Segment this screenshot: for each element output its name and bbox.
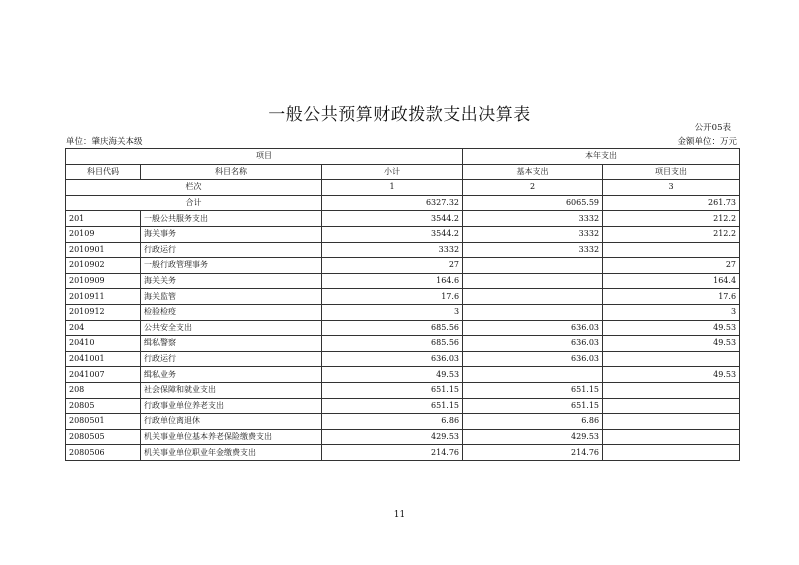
budget-table [65, 148, 740, 461]
row-name: 社会保障和就业支出 [141, 382, 322, 398]
row-project: 49.53 [603, 336, 740, 352]
row-project: 164.4 [603, 273, 740, 289]
row-code: 204 [66, 320, 141, 336]
table-row [66, 351, 740, 367]
table-row [66, 242, 740, 258]
row-basic: 651.15 [463, 398, 603, 414]
row-project [603, 382, 740, 398]
row-basic: 636.03 [463, 351, 603, 367]
row-project [603, 351, 740, 367]
row-basic: 3332 [463, 242, 603, 258]
row-basic: 3332 [463, 226, 603, 242]
total-project: 261.73 [603, 195, 740, 211]
header-basic: 基本支出 [463, 164, 603, 180]
row-subtotal: 429.53 [322, 429, 463, 445]
row-project [603, 242, 740, 258]
header-code: 科目代码 [66, 164, 141, 180]
table-row [66, 429, 740, 445]
row-subtotal: 17.6 [322, 289, 463, 305]
row-code: 2010911 [66, 289, 141, 305]
table-row [66, 211, 740, 227]
row-code: 2010912 [66, 304, 141, 320]
table-row [66, 226, 740, 242]
table-row [66, 320, 740, 336]
page-title: 一般公共预算财政拨款支出决算表 [268, 105, 531, 125]
row-project [603, 414, 740, 430]
column-number-1: 1 [322, 180, 463, 196]
row-subtotal: 27 [322, 258, 463, 274]
row-code: 2041001 [66, 351, 141, 367]
row-basic [463, 289, 603, 305]
row-project: 49.53 [603, 367, 740, 383]
row-project: 49.53 [603, 320, 740, 336]
row-code: 2010909 [66, 273, 141, 289]
row-project [603, 398, 740, 414]
table-row [66, 289, 740, 305]
row-name: 机关事业单位职业年金缴费支出 [141, 445, 322, 461]
row-name: 机关事业单位基本养老保险缴费支出 [141, 429, 322, 445]
row-name: 海关监管 [141, 289, 322, 305]
form-code: 公开05表 [694, 123, 731, 133]
row-code: 20109 [66, 226, 141, 242]
row-subtotal: 3 [322, 304, 463, 320]
row-code: 2080501 [66, 414, 141, 430]
header-row-1 [66, 149, 740, 165]
row-name: 行政运行 [141, 242, 322, 258]
row-basic [463, 304, 603, 320]
table-row [66, 304, 740, 320]
row-name: 检验检疫 [141, 304, 322, 320]
row-project: 212.2 [603, 226, 740, 242]
unit-label: 单位：肇庆海关本级 [66, 137, 143, 147]
row-project: 17.6 [603, 289, 740, 305]
row-name: 海关关务 [141, 273, 322, 289]
table-row [66, 258, 740, 274]
row-project: 3 [603, 304, 740, 320]
row-code: 208 [66, 382, 141, 398]
row-basic: 636.03 [463, 320, 603, 336]
header-project: 项目 [66, 149, 463, 165]
row-subtotal: 49.53 [322, 367, 463, 383]
row-project: 212.2 [603, 211, 740, 227]
total-basic: 6065.59 [463, 195, 603, 211]
table-row [66, 382, 740, 398]
table-row [66, 414, 740, 430]
row-code: 2080505 [66, 429, 141, 445]
row-basic: 6.86 [463, 414, 603, 430]
row-code: 2010901 [66, 242, 141, 258]
column-number-2: 2 [463, 180, 603, 196]
header-project-expense: 项目支出 [603, 164, 740, 180]
total-row [66, 195, 740, 211]
row-code: 2010902 [66, 258, 141, 274]
row-basic: 636.03 [463, 336, 603, 352]
row-code: 20410 [66, 336, 141, 352]
row-name: 缉私业务 [141, 367, 322, 383]
row-subtotal: 636.03 [322, 351, 463, 367]
table-row [66, 367, 740, 383]
row-project [603, 445, 740, 461]
header-current-year: 本年支出 [463, 149, 740, 165]
row-basic: 3332 [463, 211, 603, 227]
row-subtotal: 3544.2 [322, 226, 463, 242]
amount-unit-label: 金额单位：万元 [677, 137, 737, 147]
row-subtotal: 214.76 [322, 445, 463, 461]
row-project: 27 [603, 258, 740, 274]
row-subtotal: 3544.2 [322, 211, 463, 227]
total-subtotal: 6327.32 [322, 195, 463, 211]
row-name: 缉私警察 [141, 336, 322, 352]
column-number-3: 3 [603, 180, 740, 196]
page-number: 11 [393, 510, 406, 520]
row-code: 20805 [66, 398, 141, 414]
row-name: 一般行政管理事务 [141, 258, 322, 274]
table-row [66, 398, 740, 414]
header-row-3 [66, 180, 740, 196]
row-name: 公共安全支出 [141, 320, 322, 336]
row-subtotal: 6.86 [322, 414, 463, 430]
header-subtotal: 小计 [322, 164, 463, 180]
row-basic [463, 273, 603, 289]
row-name: 行政运行 [141, 351, 322, 367]
table-row [66, 273, 740, 289]
row-basic: 214.76 [463, 445, 603, 461]
row-subtotal: 685.56 [322, 320, 463, 336]
row-basic [463, 258, 603, 274]
header-row-2 [66, 164, 740, 180]
total-label: 合计 [66, 195, 322, 211]
row-code: 201 [66, 211, 141, 227]
row-basic [463, 367, 603, 383]
row-code: 2041007 [66, 367, 141, 383]
row-name: 行政事业单位养老支出 [141, 398, 322, 414]
row-subtotal: 685.56 [322, 336, 463, 352]
table-row [66, 336, 740, 352]
row-project [603, 429, 740, 445]
column-order-label: 栏次 [66, 180, 322, 196]
row-subtotal: 651.15 [322, 398, 463, 414]
row-name: 行政单位离退休 [141, 414, 322, 430]
row-subtotal: 651.15 [322, 382, 463, 398]
row-subtotal: 164.6 [322, 273, 463, 289]
header-name: 科目名称 [141, 164, 322, 180]
row-name: 海关事务 [141, 226, 322, 242]
row-basic: 429.53 [463, 429, 603, 445]
row-name: 一般公共服务支出 [141, 211, 322, 227]
row-code: 2080506 [66, 445, 141, 461]
row-subtotal: 3332 [322, 242, 463, 258]
table-row [66, 445, 740, 461]
row-basic: 651.15 [463, 382, 603, 398]
